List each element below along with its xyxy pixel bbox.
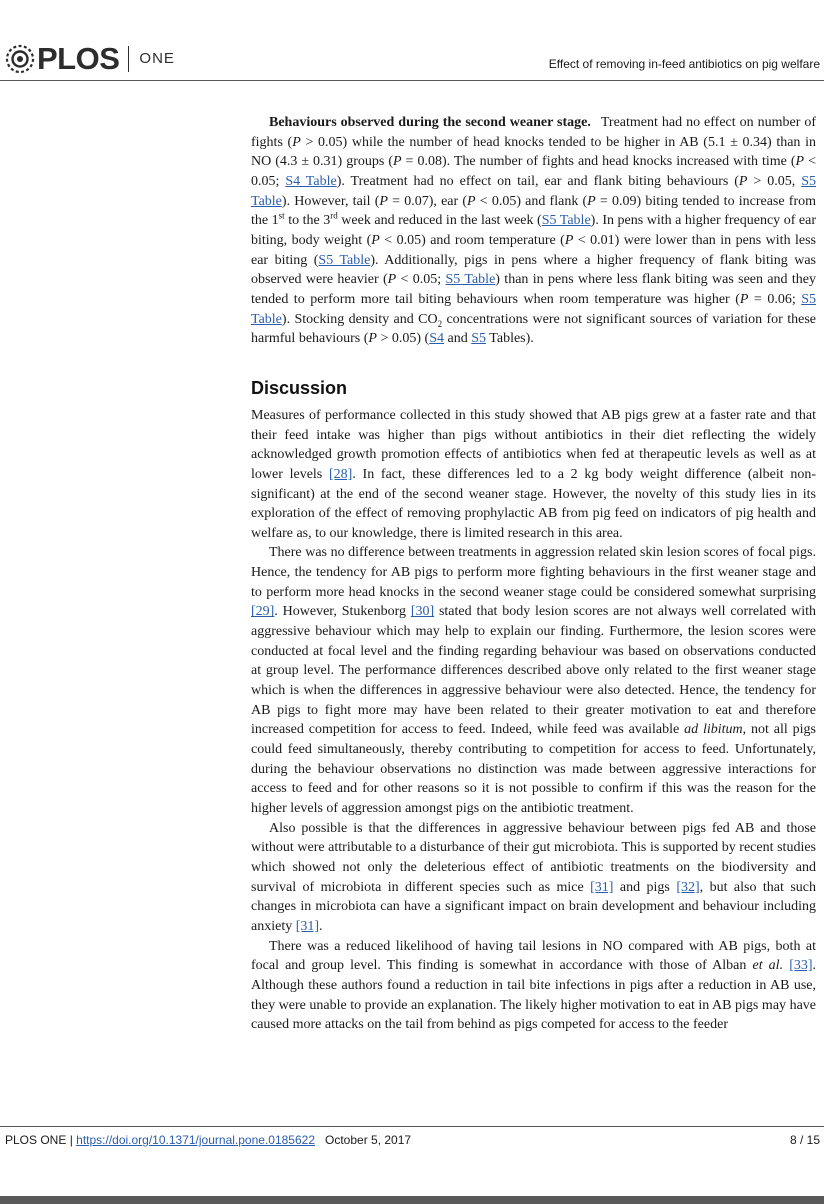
- link-s4-table[interactable]: S4: [429, 331, 445, 347]
- logo-plos-text: PLOS: [37, 41, 120, 76]
- page-number: 8 / 15: [789, 1133, 820, 1147]
- logo-divider: [128, 46, 129, 72]
- citation-33[interactable]: [33]: [789, 958, 813, 974]
- plos-logo-icon: [5, 44, 35, 74]
- doi-link[interactable]: https://doi.org/10.1371/journal.pone.0185622: [76, 1133, 315, 1147]
- paragraph-discussion-2: There was no difference between treatments in aggression related skin lesion scores of focal pigs. Hence, the tendency for AB pigs to perform more fighting behaviours in the first weaner stage and to perform more head knocks in the second weaner stage could be considered somewhat surprising [29]. However, Stukenborg [30] stated that body lesion scores are not always well correlated with aggressive behaviour which may help to explain our finding. Furthermore, the lesion scores were conducted at focal level and the finding regarding behaviour was based on observations conducted at group level. The performance differences described above only related to the first weaner stage which is when the differences in aggressive behaviour were also detected. Hence, the tendency for AB pigs to fight more may have been related to their greater motivation to eat and therefore increased competition for access to feed. Indeed, while feed was available ad libitum, not all pigs could feed simultaneously, thereby contributing to competition for access to feed. Unfortunately, during the behaviour observations no distinction was made between aggressive interactions for access to feed and for other reasons so it is not possible to confirm if this was the reason for the higher levels of aggression amongst pigs on the antibiotic treatment.: [251, 545, 816, 816]
- paragraph-discussion-4: There was a reduced likelihood of having tail lesions in NO compared with AB pigs, both at focal and group level. This finding is somewhat in accordance with those of Alban et al. [33]. Although these authors found a reduction in tail bite infections in pigs after a reduction in AB use, they were unable to provide an explanation. The likely higher motivation to eat in AB pigs may have caused more attacks on the tail from behind as pigs competed for access to the feeder: [251, 938, 817, 1033]
- link-s5-table[interactable]: S5 Table: [318, 252, 371, 268]
- link-s5-table[interactable]: S5 Table: [541, 213, 591, 229]
- citation-31[interactable]: [31]: [590, 879, 614, 895]
- paragraph-discussion-1: Measures of performance collected in this study showed that AB pigs grew at a faster rate and that their feed intake was higher than pigs without antibiotics in their diet reflecting the widely acknowledged growth promotion effects of antibiotics when fed at therapeutic levels as well as at lower levels [28]. In fact, these differences led to a 2 kg body weight difference (albeit non-significant) at the end of the second weaner stage. However, the novelty of this study lies in its exploration of the effect of removing prophylactic AB from pig feed on indicators of pig health and welfare as, to our knowledge, there is limited research in this area.: [251, 407, 817, 541]
- link-s5-table[interactable]: S5 Table: [251, 291, 816, 327]
- logo-one-text: ONE: [139, 50, 175, 67]
- citation-32[interactable]: [32]: [676, 879, 700, 895]
- paragraph-discussion-3: Also possible is that the differences in aggressive behaviour between pigs fed AB and those without were attributable to a disturbance of their gut microbiota. This is supported by recent studies which showed not only the deleterious effect of antibiotic treatments on the biodiversity and survival of microbiota in different species such as mice [31] and pigs [32], but also that such changes in microbiota can have a significant impact on brain development and behaviour including anxiety [31].: [251, 820, 816, 934]
- header-rule: [0, 80, 824, 81]
- citation-28[interactable]: [28]: [328, 466, 353, 482]
- link-s5-table[interactable]: S5 Table: [445, 272, 496, 288]
- section-heading-discussion: Discussion: [251, 377, 348, 398]
- article-body: [251, 113, 816, 1035]
- paragraph-second-weaner-stage: Behaviours observed during the second weaner stage. Treatment had no effect on number of fights (P > 0.05) while the number of head knocks tended to be higher in AB (5.1 ± 0.34) than in NO (4.3 ± 0.31) groups (P = 0.08). The number of fights and head knocks increased with time (P < 0.05; S4 Table). Treatment had no effect on tail, ear and flank biting behaviours (P > 0.05, S5 Table). However, tail (P = 0.07), ear (P < 0.05) and flank (P = 0.09) biting tended to increase from the 1st to the 3rd week and reduced in the last week (S5 Table). In pens with a higher frequency of ear biting, body weight (P < 0.05) and room temperature (P < 0.01) were lower than in pens with less ear biting (S5 Table). Additionally, pigs in pens where a higher frequency of flank biting was observed were heavier (P < 0.05; S5 Table) than in pens where less flank biting was seen and they tended to perform more tail biting behaviours when room temperature was higher (P = 0.06; S5 Table). Stocking density and $CO_2$ concentrations were not significant sources of variation for these harmful behaviours (P > 0.05) (S4 and S5 Tables).: [251, 115, 817, 347]
- link-s4-table[interactable]: S4 Table: [285, 173, 337, 189]
- footer-journal: PLOS ONE |: [5, 1133, 77, 1147]
- running-title: Effect of removing in-feed antibiotics on pig welfare: [548, 57, 820, 71]
- page-header: [0, 0, 824, 82]
- citation-29[interactable]: [29]: [251, 604, 275, 620]
- publication-date: October 5, 2017: [325, 1133, 412, 1147]
- footer-rule: [0, 1126, 824, 1127]
- subsection-heading: Behaviours observed during the second weaner stage.: [269, 115, 591, 130]
- viewer-bottom-bar: [0, 1196, 824, 1204]
- link-s5-table[interactable]: S5: [471, 331, 487, 347]
- citation-30[interactable]: [30]: [410, 604, 435, 620]
- link-s5-table[interactable]: S5 Table: [251, 173, 816, 209]
- plos-one-logo[interactable]: [5, 42, 175, 76]
- page-footer: [5, 1133, 820, 1147]
- citation-31[interactable]: [31]: [295, 918, 320, 934]
